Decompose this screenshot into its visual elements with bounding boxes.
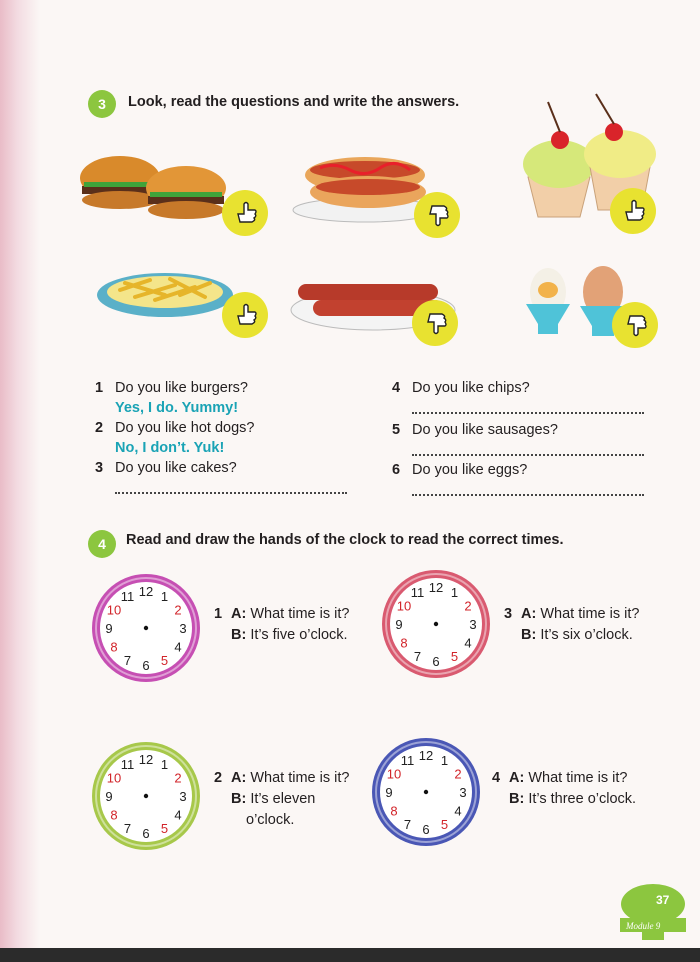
dialogue-3 (504, 604, 639, 646)
clock-number: 11 (120, 756, 135, 772)
dialogue-number: 3 (504, 606, 513, 622)
clock-number: 3 (459, 785, 467, 800)
clock-number: 4 (174, 639, 182, 655)
clock-center-dot (144, 626, 148, 630)
dialogue-number: 1 (214, 606, 223, 622)
exercise-4-badge: 4 (88, 530, 116, 558)
clock-center-dot (144, 794, 148, 798)
speaker-a: A: (509, 770, 525, 786)
speaker-b: B: (509, 791, 525, 807)
answer-line-5[interactable] (412, 440, 644, 456)
clock-number: 3 (469, 617, 477, 632)
question-number: 2 (95, 420, 104, 436)
dialogue-2 (214, 768, 349, 831)
exercise-4-instruction: Read and draw the hands of the clock to read the correct times. (126, 532, 564, 548)
dialogue-question: What time is it? (250, 770, 350, 786)
dialogue-number: 4 (492, 770, 501, 786)
question-number: 3 (95, 460, 104, 476)
answer-line-4[interactable] (412, 398, 644, 414)
clock-number: 10 (396, 598, 412, 614)
question-number: 6 (392, 462, 401, 478)
eggs-thumbs-down-icon (612, 302, 658, 348)
burgers-thumbs-up-icon (222, 190, 268, 236)
clock-number: 1 (160, 588, 169, 604)
clock-number: 9 (105, 789, 113, 804)
speaker-b: B: (231, 791, 247, 807)
sausages-thumbs-down-icon (412, 300, 458, 346)
page-binding-shadow (0, 0, 40, 962)
clock-center-dot (424, 790, 428, 794)
clock-number: 12 (428, 580, 444, 595)
clock-number: 8 (390, 803, 398, 819)
clock-number: 5 (440, 817, 449, 833)
dialogue-answer: It’s six o’clock. (540, 627, 633, 643)
dialogue-number: 2 (214, 770, 223, 786)
burgers-picture (78, 148, 238, 228)
speaker-b: B: (231, 627, 247, 643)
question-number: 5 (392, 422, 401, 438)
scan-edge (0, 948, 700, 962)
exercise-3-instruction: Look, read the questions and write the answers. (128, 94, 460, 110)
dialogue-answer: It’s three o’clock. (528, 791, 637, 807)
clock-number: 1 (160, 756, 169, 772)
clock-number: 9 (385, 785, 393, 800)
clock-number: 7 (403, 817, 412, 833)
cakes-thumbs-up-icon (610, 188, 656, 234)
speaker-b: B: (521, 627, 537, 643)
dialogue-answer: It’s five o’clock. (250, 627, 348, 643)
clock-number: 7 (413, 649, 422, 665)
clock-number: 2 (454, 766, 462, 782)
clock-number: 12 (138, 752, 154, 767)
dialogue-1 (214, 604, 349, 646)
clock-number: 7 (123, 821, 132, 837)
question-text: Do you like sausages? (412, 422, 558, 438)
clock-number: 8 (110, 639, 118, 655)
clock-center-dot (434, 622, 438, 626)
clock-number: 7 (123, 653, 132, 669)
clock-number: 5 (160, 653, 169, 669)
hot-dogs-thumbs-down-icon (414, 192, 460, 238)
clock-number: 3 (179, 621, 187, 636)
clock-number: 3 (179, 789, 187, 804)
question-5 (392, 420, 558, 440)
question-number: 1 (95, 380, 104, 396)
clock-number: 12 (418, 748, 434, 763)
clock-number: 1 (440, 752, 449, 768)
dialogue-answer: It’s eleven (250, 791, 316, 807)
question-2 (95, 418, 254, 458)
question-3 (95, 458, 237, 478)
clock-number: 4 (174, 807, 182, 823)
clock-number: 1 (450, 584, 459, 600)
answer-line-6[interactable] (412, 480, 644, 496)
chips-thumbs-up-icon (222, 292, 268, 338)
clock-number: 2 (174, 602, 182, 618)
clock-number: 4 (454, 803, 462, 819)
question-4 (392, 378, 530, 398)
clock-number: 11 (410, 584, 425, 600)
clock-number: 11 (120, 588, 135, 604)
clock-number: 6 (142, 658, 150, 673)
clock-number: 10 (106, 770, 122, 786)
clock-number: 10 (386, 766, 402, 782)
answer-text: Yes, I do. Yummy! (115, 400, 239, 416)
clock-number: 6 (432, 654, 440, 669)
module-label: Module 9 (626, 921, 661, 931)
clock-number: 6 (422, 822, 430, 837)
speaker-a: A: (231, 606, 247, 622)
clock-number: 8 (400, 635, 408, 651)
clock-number: 4 (464, 635, 472, 651)
exercise-3-badge: 3 (88, 90, 116, 118)
chips-picture (95, 265, 235, 320)
answer-text: No, I don’t. Yuk! (115, 440, 225, 456)
dialogue-answer-continued: o’clock. (246, 812, 295, 828)
clock-number: 8 (110, 807, 118, 823)
page-number-badge (620, 882, 686, 940)
clock-face-4[interactable] (368, 734, 484, 850)
question-1 (95, 378, 248, 418)
clock-number: 5 (160, 821, 169, 837)
answer-line-3[interactable] (115, 478, 347, 494)
question-text: Do you like eggs? (412, 462, 528, 478)
dialogue-question: What time is it? (528, 770, 628, 786)
speaker-a: A: (231, 770, 247, 786)
clock-number: 11 (400, 752, 415, 768)
question-text: Do you like hot dogs? (115, 420, 255, 436)
question-number: 4 (392, 380, 401, 396)
page-number: 37 (656, 893, 670, 907)
speaker-a: A: (521, 606, 537, 622)
clock-face-3[interactable] (378, 566, 494, 682)
question-6 (392, 460, 527, 480)
question-text: Do you like chips? (412, 380, 530, 396)
question-text: Do you like cakes? (115, 460, 237, 476)
clock-number: 10 (106, 602, 122, 618)
clock-number: 5 (450, 649, 459, 665)
dialogue-question: What time is it? (540, 606, 640, 622)
clock-face-1[interactable] (88, 570, 204, 686)
clock-number: 9 (105, 621, 113, 636)
clock-number: 2 (464, 598, 472, 614)
clock-number: 12 (138, 584, 154, 599)
question-text: Do you like burgers? (115, 380, 248, 396)
dialogue-4 (492, 768, 636, 810)
clock-number: 6 (142, 826, 150, 841)
clock-face-2[interactable] (88, 738, 204, 854)
clock-number: 9 (395, 617, 403, 632)
dialogue-question: What time is it? (250, 606, 350, 622)
clock-number: 2 (174, 770, 182, 786)
